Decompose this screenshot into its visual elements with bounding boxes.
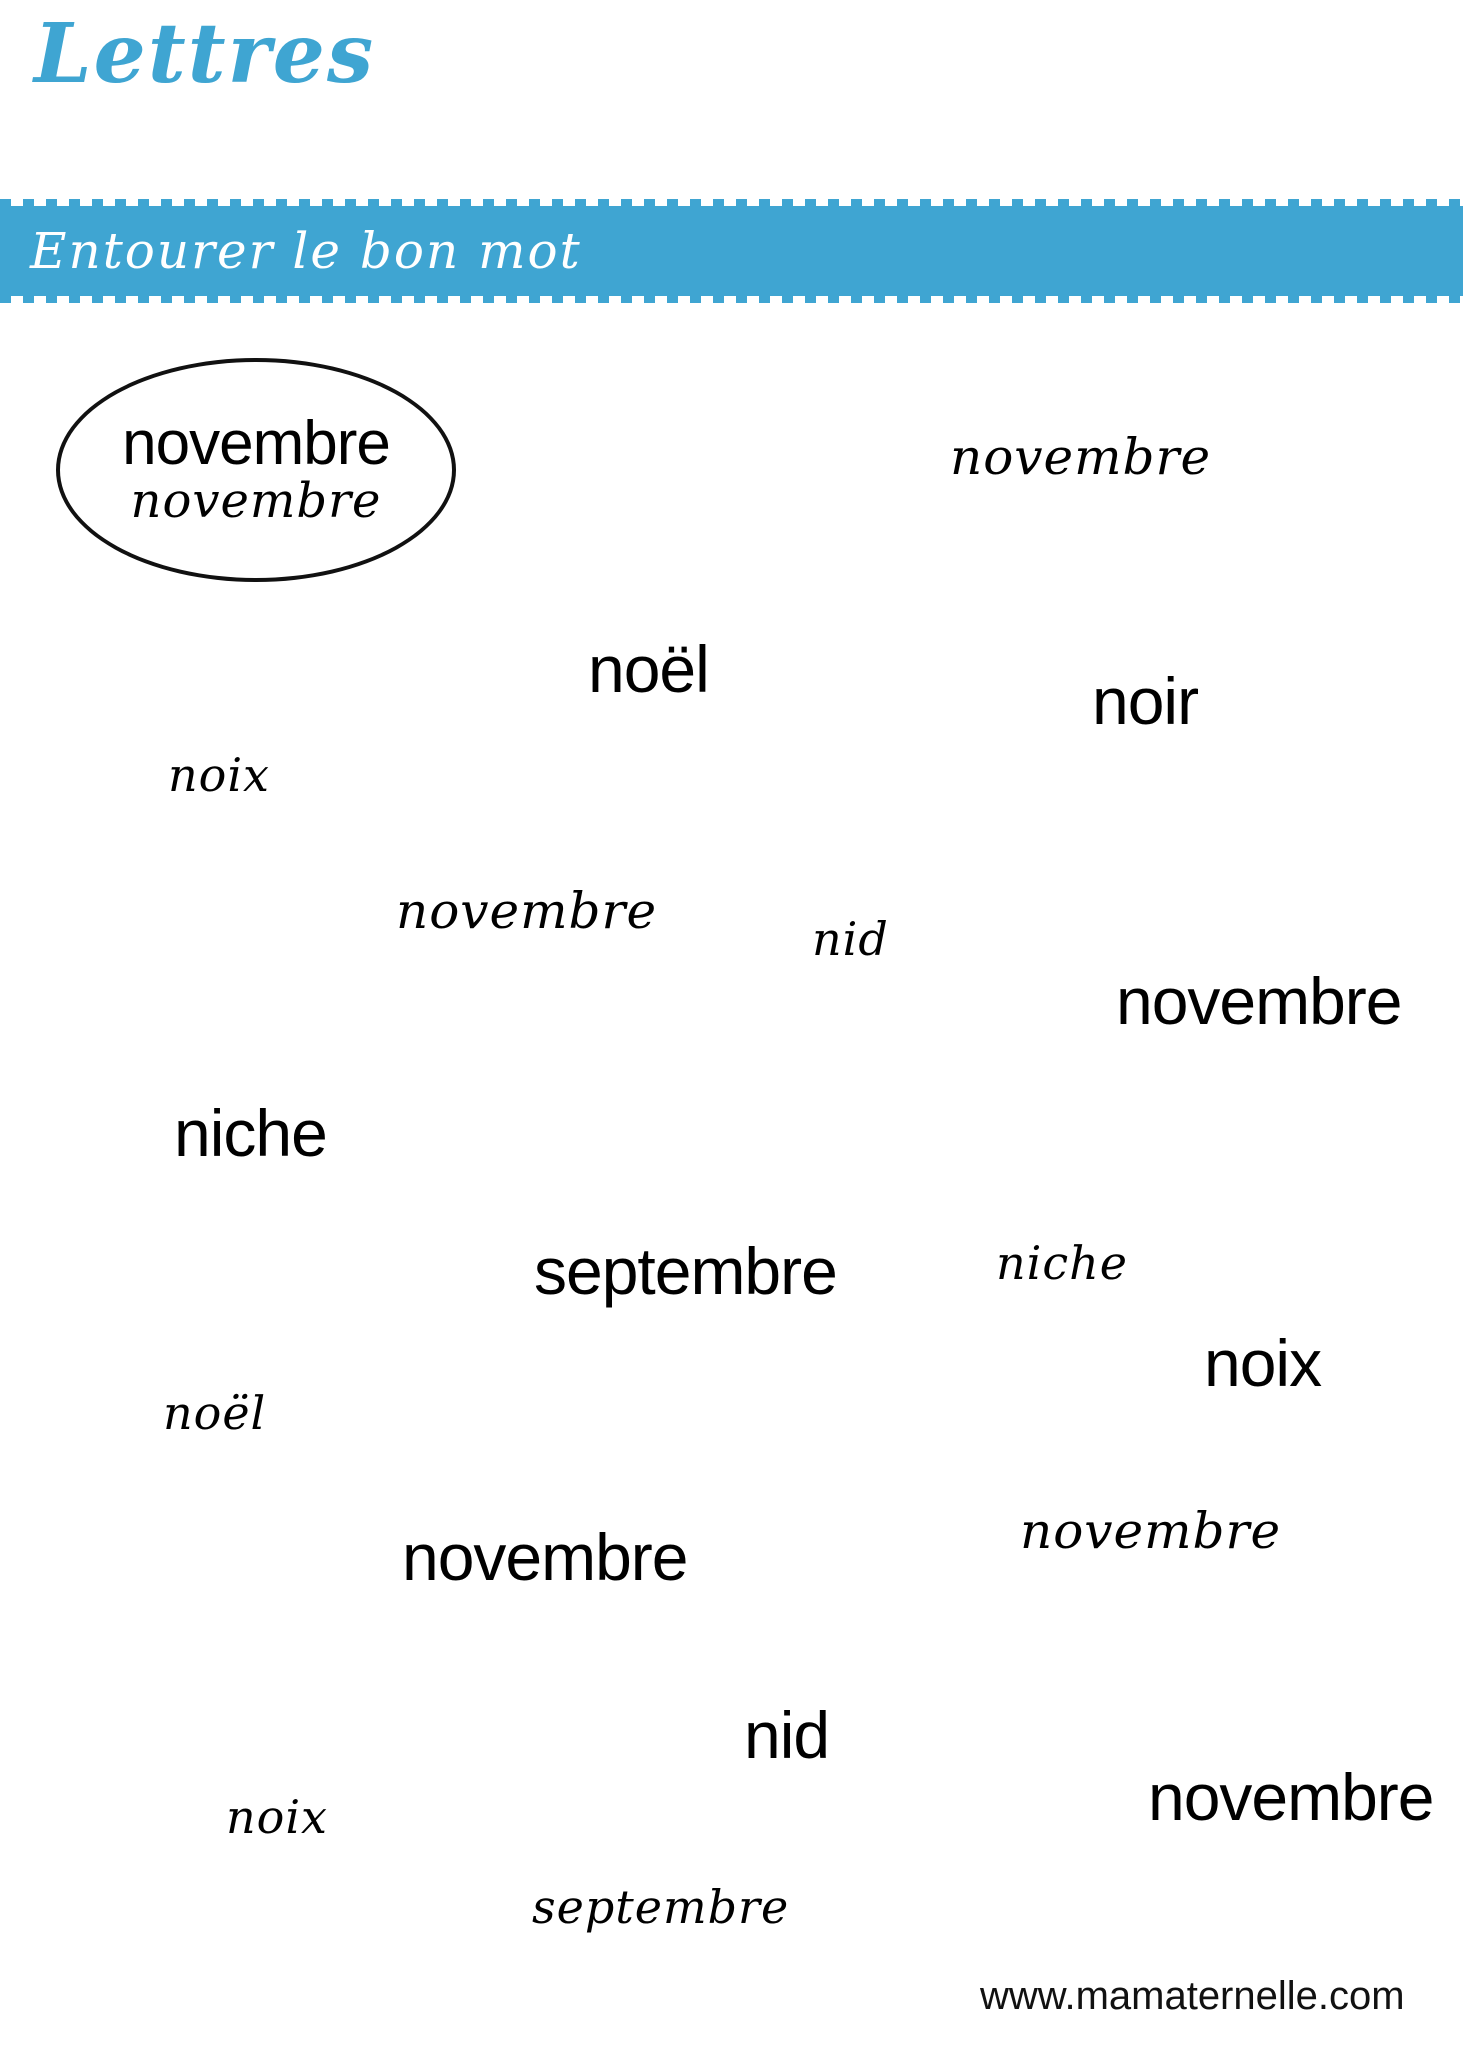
scatter-word-septembre-cursive[interactable]: septembre [532,1880,790,1934]
scatter-word-nid-cursive[interactable]: nid [812,912,889,966]
scatter-word-septembre-print[interactable]: septembre [534,1234,837,1308]
banner-dashed-border-bottom [0,296,1463,303]
example-word-cursive: novembre [130,472,382,529]
banner-dashed-border-top [0,199,1463,206]
instruction-banner [0,199,1463,303]
scatter-word-niche-print[interactable]: niche [174,1096,327,1170]
scatter-word-novembre-print[interactable]: novembre [1116,964,1402,1038]
scatter-word-novembre-print[interactable]: novembre [1148,1760,1434,1834]
scatter-word-noix-cursive[interactable]: noix [168,748,270,802]
scatter-word-noel-print[interactable]: noël [588,632,709,706]
website-link[interactable]: www.mamaternelle.com [980,1974,1405,2018]
scatter-word-noel-cursive[interactable]: noël [163,1386,267,1440]
instruction-text: Entourer le bon mot [30,222,582,280]
page-title: Lettres [34,6,376,102]
scatter-word-noir-print[interactable]: noir [1092,664,1199,738]
scatter-word-novembre-print[interactable]: novembre [402,1520,688,1594]
example-word-print: novembre [122,408,390,478]
scatter-word-novembre-cursive[interactable]: novembre [1020,1502,1282,1560]
example-circle [56,358,456,582]
scatter-word-noix-cursive[interactable]: noix [226,1790,328,1844]
banner-body [0,206,1463,296]
scatter-word-novembre-cursive[interactable]: novembre [396,882,658,940]
scatter-word-niche-cursive[interactable]: niche [996,1236,1128,1290]
scatter-word-nid-print[interactable]: nid [744,1698,830,1772]
scatter-word-noix-print[interactable]: noix [1204,1326,1322,1400]
scatter-word-novembre-cursive[interactable]: novembre [950,428,1212,486]
